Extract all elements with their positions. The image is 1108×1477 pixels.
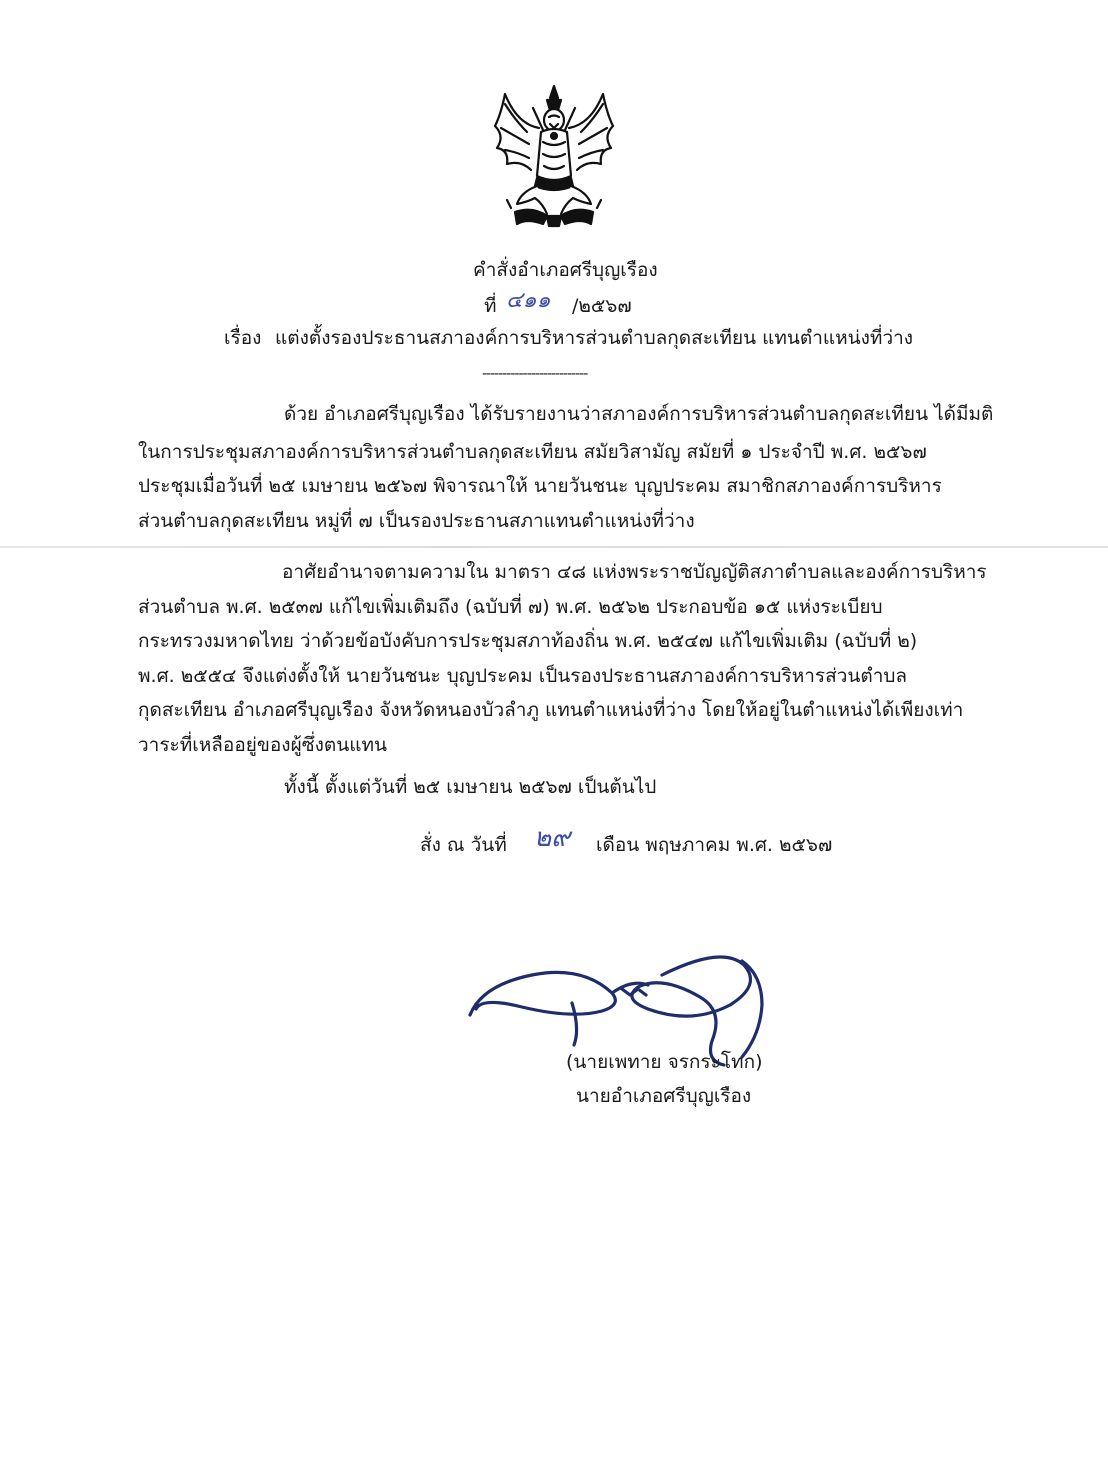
order-number-suffix: /๒๕๖๗ bbox=[572, 295, 632, 317]
paragraph1-line1: ด้วย อำเภอศรีบุญเรือง ได้รับรายงานว่าสภาองค์การบริหารส่วนตำบลกุดสะเทียน ได้มีมติ bbox=[284, 403, 994, 425]
paragraph1-line3: ประชุมเมื่อวันที่ ๒๕ เมษายน ๒๕๖๗ พิจารณาให้ นายวันชนะ บุญประคม สมาชิกสภาองค์การบริหาร bbox=[138, 475, 942, 497]
ordered-date-prefix: สั่ง ณ วันที่ bbox=[420, 834, 507, 856]
signatory-position: นายอำเภอศรีบุญเรือง bbox=[576, 1085, 752, 1107]
paragraph2-line4: พ.ศ. ๒๕๕๔ จึงแต่งตั้งให้ นายวันชนะ บุญประคม เป็นรองประธานสภาองค์การบริหารส่วนตำบล bbox=[138, 665, 908, 687]
signatory-name: (นายเพทาย จรกระโทก) bbox=[566, 1051, 763, 1073]
subject-text: แต่งตั้งรองประธานสภาองค์การบริหารส่วนตำบลกุดสะเทียน แทนตำแหน่งที่ว่าง bbox=[275, 327, 914, 349]
ordered-date-suffix: เดือน พฤษภาคม พ.ศ. ๒๕๖๗ bbox=[596, 834, 833, 856]
effective-date-line: ทั้งนี้ ตั้งแต่วันที่ ๒๕ เมษายน ๒๕๖๗ เป็นต้นไป bbox=[284, 776, 657, 798]
paragraph2-line2: ส่วนตำบล พ.ศ. ๒๕๓๗ แก้ไขเพิ่มเติมถึง (ฉบับที่ ๗) พ.ศ. ๒๕๖๒ ประกอบข้อ ๑๕ แห่งระเบียบ bbox=[138, 596, 883, 618]
paper-fold-line bbox=[0, 546, 1108, 548]
garuda-emblem-icon bbox=[487, 84, 621, 230]
paragraph2-line3: กระทรวงมหาดไทย ว่าด้วยข้อบังคับการประชุมสภาท้องถิ่น พ.ศ. ๒๕๔๗ แก้ไขเพิ่มเติม (ฉบับที่ ๒) bbox=[138, 630, 918, 652]
paragraph1-line2: ในการประชุมสภาองค์การบริหารส่วนตำบลกุดสะเทียน สมัยวิสามัญ สมัยที่ ๑ ประจำปี พ.ศ. ๒๕๖๗ bbox=[138, 441, 927, 463]
paragraph2-line1: อาศัยอำนาจตามความใน มาตรา ๔๘ แห่งพระราชบัญญัติสภาตำบลและองค์การบริหาร bbox=[282, 561, 987, 583]
paragraph2-line6: วาระที่เหลืออยู่ของผู้ซึ่งตนแทน bbox=[138, 734, 387, 756]
paragraph1-line4: ส่วนตำบลกุดสะเทียน หมู่ที่ ๗ เป็นรองประธานสภาแทนตำแหน่งที่ว่าง bbox=[138, 510, 695, 532]
paragraph2-line5: กุดสะเทียน อำเภอศรีบุญเรือง จังหวัดหนองบัวลำภู แทนตำแหน่งที่ว่าง โดยให้อยู่ในตำแหน่งได้เพียงเท่า bbox=[138, 699, 964, 721]
subject-label: เรื่อง bbox=[224, 327, 262, 349]
order-number-prefix: ที่ bbox=[484, 295, 497, 317]
order-number-handwritten: ๔๑๑ bbox=[506, 288, 551, 313]
header-divider: -------------------------- bbox=[482, 366, 588, 382]
order-title: คำสั่งอำเภอศรีบุญเรือง bbox=[473, 259, 658, 281]
ordered-day-handwritten: ๒๙ bbox=[534, 823, 571, 853]
